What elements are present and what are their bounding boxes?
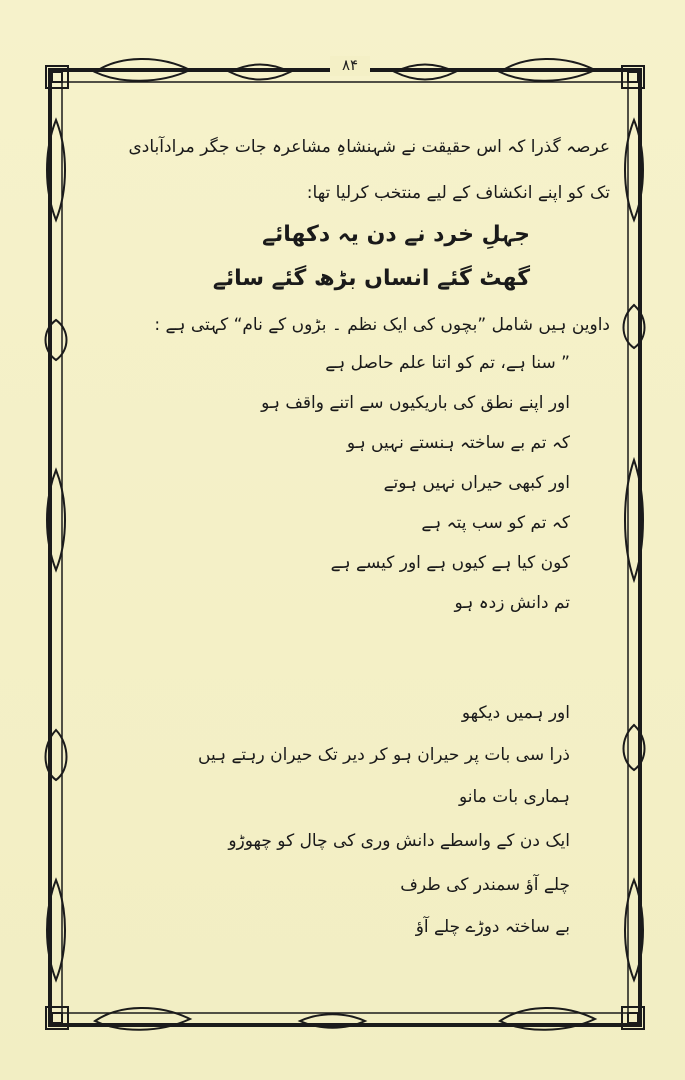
page-number: ۸۴ [330,56,370,76]
poem-line: کہ تم بے ساختہ ہنستے نہیں ہو [346,433,570,453]
poem-line: تم دانش زدہ ہو [454,593,570,613]
poem-line: اور ہمیں دیکھو [461,703,570,723]
couplet-line-1: جہلِ خرد نے دن یہ دکھائے [262,222,530,247]
poem-line: بے ساختہ دوڑے چلے آؤ [415,917,570,937]
poem-line: اور اپنے نطق کی باریکیوں سے اتنے واقف ہو [261,393,570,413]
poem-line: کہ تم کو سب پتہ ہے [421,513,570,533]
intro-line-1: عرصہ گذرا کہ اس حقیقت نے شہنشاہِ مشاعرہ جات جگر مرادآبادی [128,137,610,157]
poem-line: اور کبھی حیراں نہیں ہوتے [383,473,570,493]
poem-line: ذرا سی بات پر حیران ہو کر دیر تک حیران رہتے ہیں [198,745,570,765]
poem-line: ” سنا ہے، تم کو اتنا علم حاصل ہے [325,353,570,373]
poem-line: کون کیا ہے کیوں ہے اور کیسے ہے [330,553,570,573]
source-line: داوین ہیں شامل ”بچوں کی ایک نظم ۔ بڑوں کے نام“ کہتی ہے : [154,315,610,335]
couplet-line-2: گھٹ گئے انساں بڑھ گئے سائے [212,266,530,291]
poem-line: ہماری بات مانو [458,787,570,807]
intro-line-2: تک کو اپنے انکشاف کے لیے منتخب کرلیا تھا: [306,183,610,203]
poem-line: چلے آؤ سمندر کی طرف [400,875,570,895]
poem-line: ایک دن کے واسطے دانش وری کی چال کو چھوڑو [228,831,570,851]
